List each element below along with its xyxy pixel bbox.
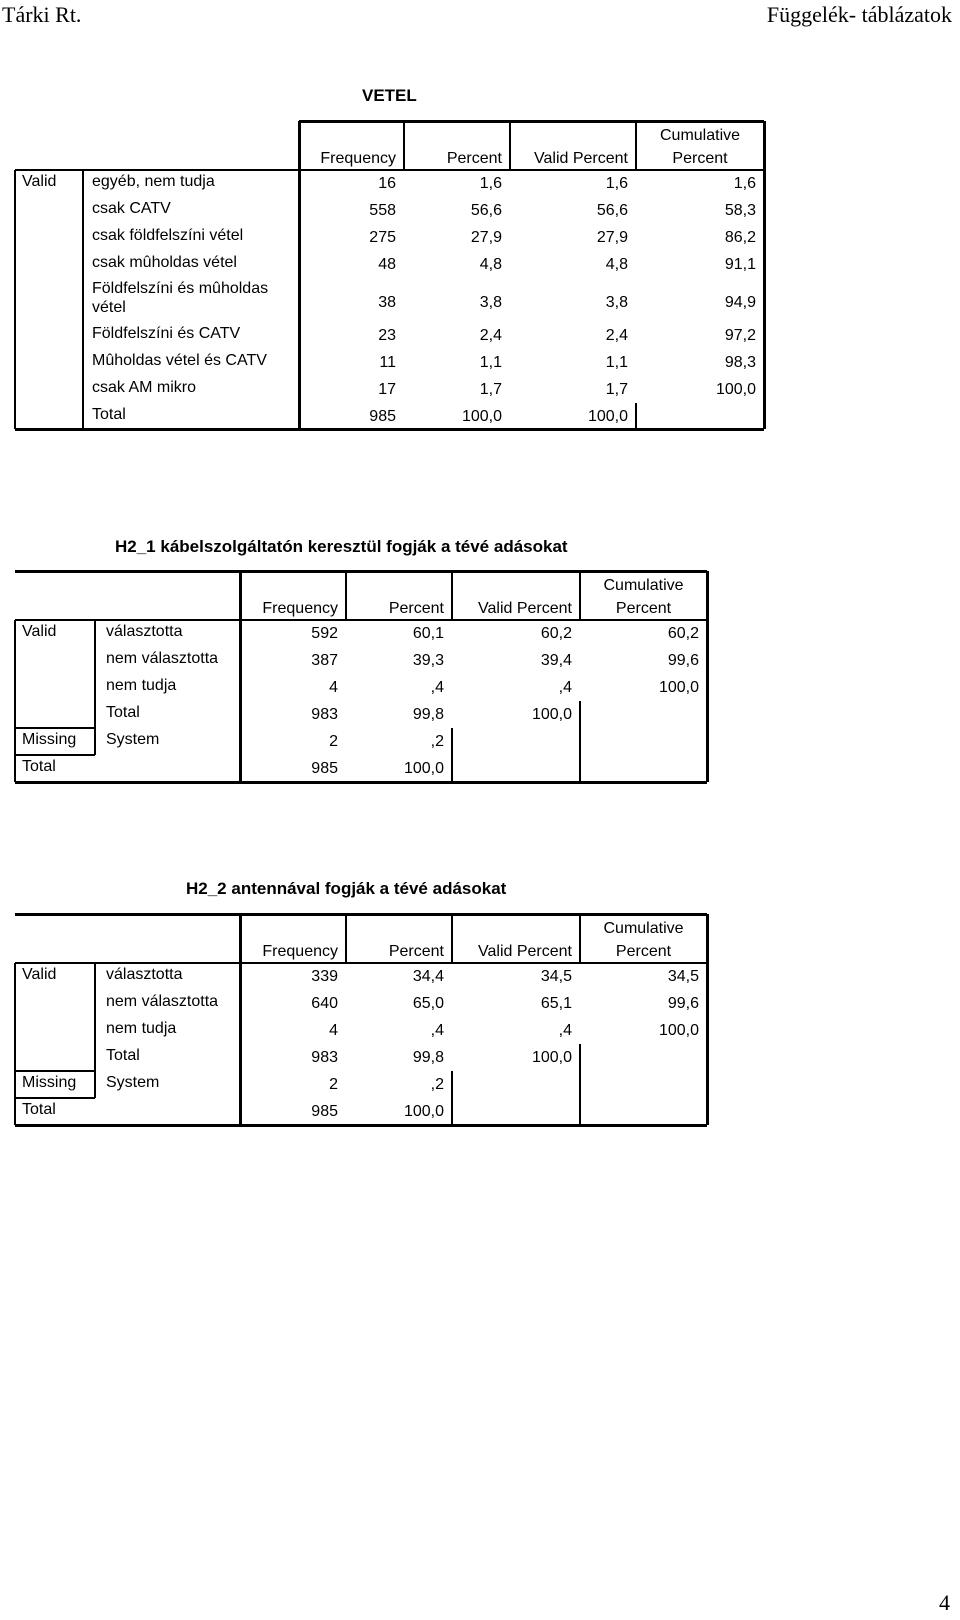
column-header-valid-percent: Valid Percent (534, 150, 628, 167)
column-header-cumulative-percent: Percent (615, 600, 672, 617)
table3-left-border (14, 963, 16, 1125)
table2-cell-percent: 100,0 (403, 760, 444, 777)
column-header-frequency: Frequency (320, 150, 396, 167)
table3-header-rule (15, 962, 707, 964)
table1-cell-percent: 2,4 (479, 327, 502, 344)
table1-cell-cumulative-percent: 97,2 (724, 327, 756, 344)
table2-header-divider (579, 571, 581, 620)
table1-cell-valid-percent: 2,4 (605, 327, 628, 344)
table2-group-label-total: Total (22, 758, 56, 775)
table1-cell-cumulative-percent: 86,2 (724, 229, 756, 246)
table1-cell-cumulative-percent: 91,1 (724, 256, 756, 273)
table2-cell-frequency: 985 (311, 760, 338, 777)
table3-row-label: System (106, 1074, 160, 1091)
table1-cell-frequency: 17 (378, 381, 396, 398)
table2-cell-percent: 39,3 (412, 652, 444, 669)
column-header-frequency: Frequency (262, 943, 338, 960)
table3-total-rule (15, 1097, 95, 1099)
table1-header-divider (403, 121, 405, 170)
column-header-percent: Percent (446, 150, 502, 167)
table1-cell-percent: 1,1 (479, 354, 502, 371)
table2-cell-frequency: 4 (329, 679, 338, 696)
table2-group-label-valid: Valid (22, 623, 57, 640)
table2-empty-cell-divider (579, 701, 581, 782)
table1-cell-cumulative-percent: 98,3 (724, 354, 756, 371)
table3-group-label-valid: Valid (22, 966, 57, 983)
table1-row-label: csak AM mikro (92, 379, 197, 396)
table1-row-label: csak CATV (92, 200, 171, 217)
header-right-text: Függelék- táblázatok (766, 2, 952, 27)
table1-row-label: Földfelszíni és CATV (92, 325, 241, 342)
table2-title: H2_1 kábelszolgáltatón keresztül fogják a tévé adásokat (115, 537, 568, 556)
table1-row-label: csak földfelszíni vétel (92, 227, 244, 244)
table2-missing-rule (15, 727, 95, 729)
table2-group-label-missing: Missing (22, 731, 77, 748)
table3-cell-frequency: 640 (311, 995, 338, 1012)
table2-row-label: nem választotta (106, 650, 219, 667)
table2-right-border (706, 571, 709, 782)
table2-cell-frequency: 983 (311, 706, 338, 723)
table1-cell-cumulative-percent: 58,3 (724, 202, 756, 219)
table3-cell-frequency: 339 (311, 968, 338, 985)
table1-header-rule (15, 169, 764, 171)
table1-cell-valid-percent: 100,0 (587, 408, 628, 425)
table1-cell-frequency: 16 (378, 175, 396, 192)
table1-cell-cumulative-percent: 94,9 (724, 294, 756, 311)
table1-header-divider (635, 121, 637, 170)
table3-cell-cumulative-percent: 100,0 (658, 1022, 699, 1039)
table3-cell-valid-percent: 34,5 (540, 968, 572, 985)
table1-cell-valid-percent: 3,8 (605, 294, 628, 311)
table1-cell-percent: 4,8 (479, 256, 502, 273)
table3-cell-frequency: 4 (329, 1022, 338, 1039)
table3-cell-percent: 34,4 (412, 968, 444, 985)
table1-title: VETEL (362, 86, 417, 105)
table3-group-label-missing: Missing (22, 1074, 77, 1091)
table1-row-label: Total (92, 406, 126, 423)
table2-cell-valid-percent: ,4 (558, 679, 572, 696)
table1-group-separator (82, 170, 84, 429)
table2-cell-frequency: 592 (311, 625, 338, 642)
table3-empty-cell-divider (579, 1044, 581, 1125)
table1-right-border (763, 121, 766, 429)
table2-cell-valid-percent: 100,0 (531, 706, 572, 723)
table2-cell-percent: ,4 (430, 679, 444, 696)
table1-cell-percent: 1,7 (479, 381, 502, 398)
table3-empty-cell-divider (451, 1071, 453, 1125)
table3-cell-percent: ,2 (430, 1076, 444, 1093)
table1-cell-valid-percent: 56,6 (596, 202, 628, 219)
table2-row-label: nem tudja (106, 677, 177, 694)
table3-cell-cumulative-percent: 34,5 (667, 968, 699, 985)
table1-cell-percent: 27,9 (470, 229, 502, 246)
table1-cell-frequency: 985 (369, 408, 396, 425)
table2-row-label: System (106, 731, 160, 748)
table3-row-label: nem tudja (106, 1020, 177, 1037)
table2-header-divider (451, 571, 453, 620)
table2-cell-percent: 60,1 (412, 625, 444, 642)
column-header-valid-percent: Valid Percent (478, 600, 572, 617)
table2-cell-percent: ,2 (430, 733, 444, 750)
table2-cell-frequency: 387 (311, 652, 338, 669)
table3-bottom-border (15, 1124, 707, 1127)
table3-header-divider (451, 914, 453, 963)
table3-cell-valid-percent: ,4 (558, 1022, 572, 1039)
table2-empty-cell-divider (451, 728, 453, 782)
table2-left-border (14, 620, 16, 782)
table2-cell-frequency: 2 (329, 733, 338, 750)
table3-cell-valid-percent: 65,1 (540, 995, 572, 1012)
table2-cell-percent: 99,8 (412, 706, 444, 723)
column-header-percent: Percent (388, 600, 444, 617)
table1-total-cell-divider (635, 403, 637, 429)
column-header-cumulative: Cumulative (659, 127, 741, 144)
table3-title: H2_2 antennával fogják a tévé adásokat (186, 879, 507, 898)
table1-cell-frequency: 38 (378, 294, 396, 311)
table3-row-label: nem választotta (106, 993, 219, 1010)
table3-cell-percent: 99,8 (412, 1049, 444, 1066)
table3-cell-frequency: 2 (329, 1076, 338, 1093)
table1-cell-cumulative-percent: 100,0 (715, 381, 756, 398)
table1-cell-percent: 100,0 (461, 408, 502, 425)
table3-cell-frequency: 985 (311, 1103, 338, 1120)
table2-cell-valid-percent: 39,4 (540, 652, 572, 669)
table2-cell-cumulative-percent: 60,2 (667, 625, 699, 642)
table1-row-label: egyéb, nem tudja (92, 173, 215, 190)
table1-cell-frequency: 558 (369, 202, 396, 219)
table3-cell-percent: 100,0 (403, 1103, 444, 1120)
table1-bottom-border (15, 428, 764, 431)
table3-row-label: választotta (106, 966, 183, 983)
table2-row-label: választotta (106, 623, 183, 640)
table1-left-border (14, 170, 16, 429)
page-number: 4 (939, 1590, 950, 1615)
table1-cell-valid-percent: 1,6 (605, 175, 628, 192)
table3-row-label: Total (106, 1047, 140, 1064)
table1-cell-valid-percent: 1,7 (605, 381, 628, 398)
header-left-text: Tárki Rt. (2, 2, 82, 27)
table3-cell-percent: 65,0 (412, 995, 444, 1012)
table1-cell-frequency: 275 (369, 229, 396, 246)
table2-cell-cumulative-percent: 99,6 (667, 652, 699, 669)
table1-cell-percent: 56,6 (470, 202, 502, 219)
table1-cell-valid-percent: 1,1 (605, 354, 628, 371)
table1-cell-valid-percent: 4,8 (605, 256, 628, 273)
table2-bottom-border (15, 781, 707, 784)
table3-right-border (706, 914, 709, 1125)
table3-group-label-total: Total (22, 1101, 56, 1118)
table1-row-label: Földfelszíni és mûholdas vétel (92, 280, 269, 316)
table1-cell-valid-percent: 27,9 (596, 229, 628, 246)
table3-cell-frequency: 983 (311, 1049, 338, 1066)
column-header-cumulative: Cumulative (603, 577, 684, 594)
table3-cell-valid-percent: 100,0 (531, 1049, 572, 1066)
table1-cell-cumulative-percent: 1,6 (733, 175, 756, 192)
table2-cell-valid-percent: 60,2 (540, 625, 572, 642)
table3-cell-cumulative-percent: 99,6 (667, 995, 699, 1012)
table1-cell-frequency: 11 (379, 354, 396, 371)
table1-cell-frequency: 48 (378, 256, 396, 273)
table1-cell-percent: 1,6 (479, 175, 502, 192)
column-header-cumulative: Cumulative (603, 920, 684, 937)
table1-group-label-valid: Valid (22, 173, 57, 190)
table3-top-border (15, 913, 707, 916)
table3-header-divider (579, 914, 581, 963)
table2-top-border (15, 570, 707, 573)
table2-total-rule (15, 754, 95, 756)
table3-header-divider (345, 914, 347, 963)
table2-cell-cumulative-percent: 100,0 (658, 679, 699, 696)
column-header-cumulative-percent: Percent (615, 943, 672, 960)
table2-group-separator (94, 620, 96, 755)
table2-header-rule (15, 619, 707, 621)
table1-top-border (299, 120, 764, 123)
table2-header-divider (345, 571, 347, 620)
table3-cell-percent: ,4 (430, 1022, 444, 1039)
column-header-valid-percent: Valid Percent (478, 943, 572, 960)
table1-cell-percent: 3,8 (479, 294, 502, 311)
column-header-percent: Percent (388, 943, 444, 960)
column-header-frequency: Frequency (262, 600, 338, 617)
column-header-cumulative-percent: Percent (672, 150, 728, 167)
table1-row-label: Mûholdas vétel és CATV (92, 352, 267, 369)
table1-header-divider (509, 121, 511, 170)
table1-row-label: csak mûholdas vétel (92, 254, 237, 271)
table2-row-label: Total (106, 704, 140, 721)
table3-group-separator (94, 963, 96, 1098)
table3-missing-rule (15, 1070, 95, 1072)
table1-cell-frequency: 23 (378, 327, 396, 344)
